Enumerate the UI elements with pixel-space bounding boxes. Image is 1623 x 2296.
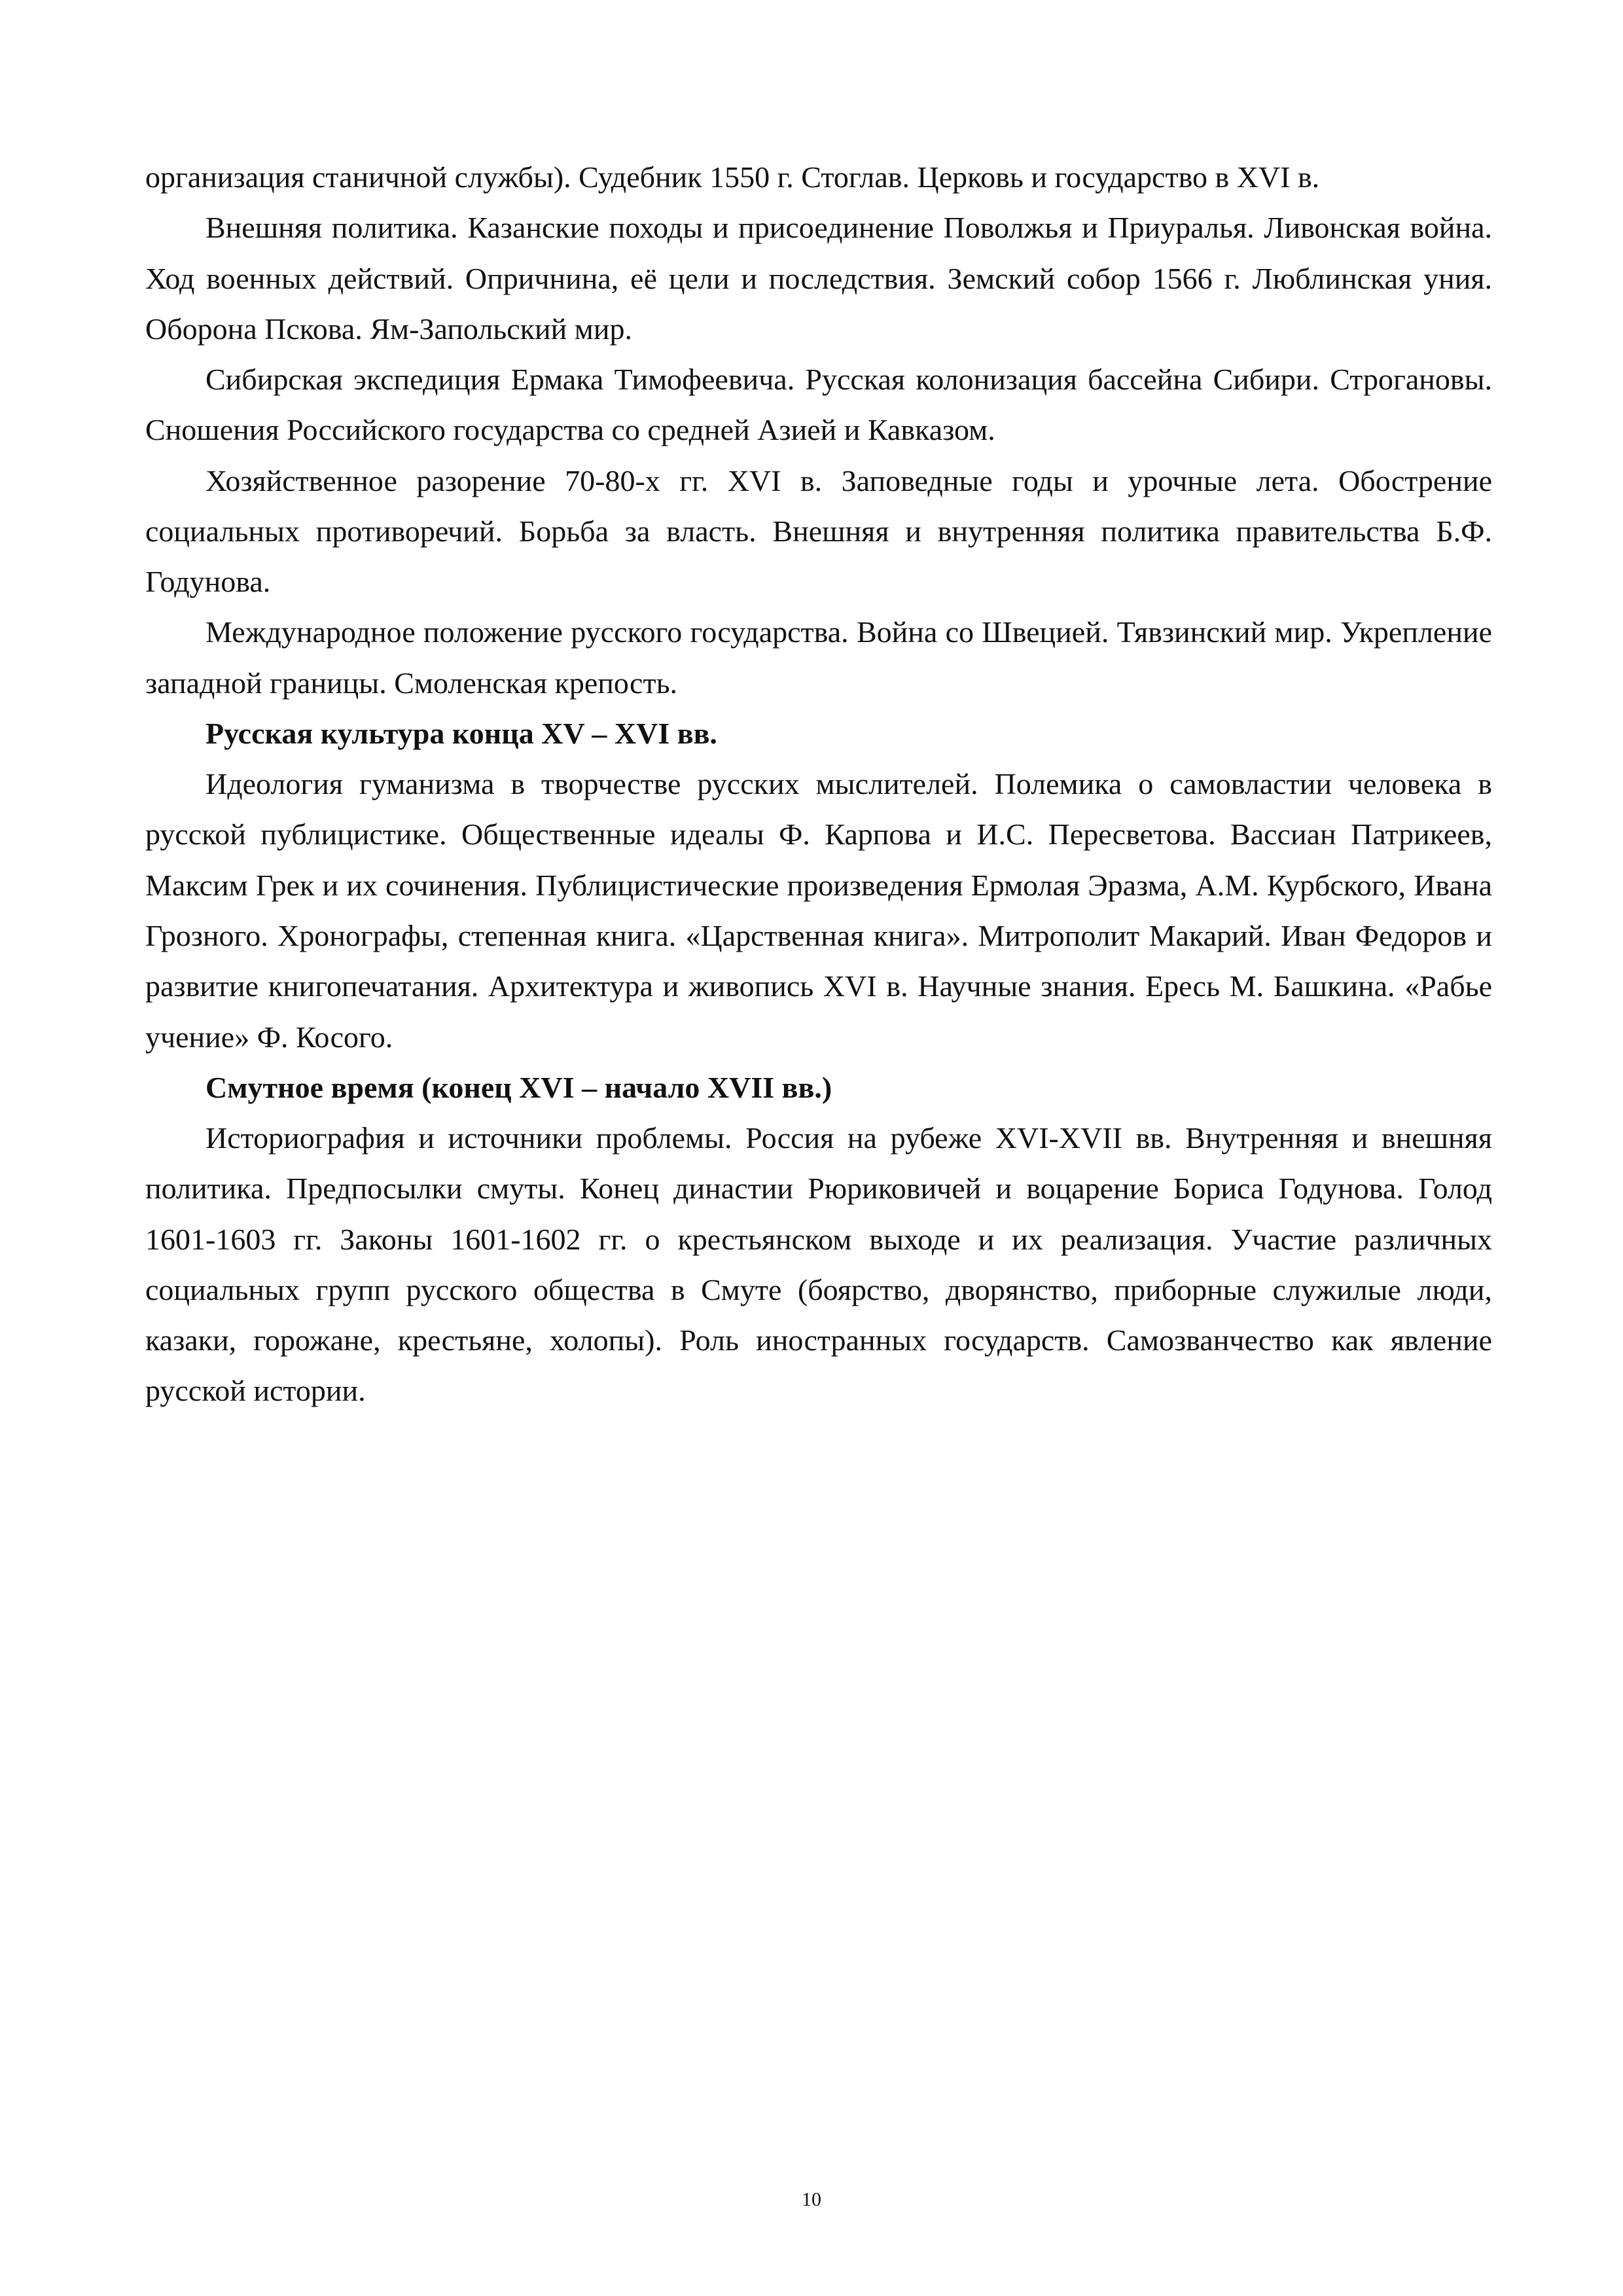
section-heading: Смутное время (конец XVI – начало XVII вв.) bbox=[205, 1070, 832, 1104]
paragraph: Международное положение русского государства. Война со Швецией. Тявзинский мир. Укрепление западной границы. Смоленская крепость. bbox=[145, 615, 1492, 700]
paragraph: организация станичной службы). Судебник 1550 г. Стоглав. Церковь и государство в XVI в. bbox=[145, 160, 1320, 194]
paragraph: Хозяйственное разорение 70-80-х гг. XVI в. Заповедные годы и урочные лета. Обострение социальных противоречий. Борьба за власть. Внешняя и внутренняя политика правительства Б.Ф. Годунова. bbox=[145, 463, 1492, 599]
paragraph: Историография и источники проблемы. Россия на рубеже XVI-XVII вв. Внутренняя и внешняя политика. Предпосылки смуты. Конец династии Рюриковичей и воцарение Бориса Годунова. Голод 1601-1603 гг. Законы 1601-1602 гг. о крестьянском выходе и их реализация. Участие различных социальных групп русского общества в Смуте (боярство, дворянство, приборные служилые люди, казаки, горожане, крестьяне, холопы). Роль иностранных государств. Самозванчество как явление русской истории. bbox=[145, 1121, 1492, 1408]
paragraph: Идеология гуманизма в творчестве русских мыслителей. Полемика о самовластии человека в русской публицистике. Общественные идеалы Ф. Карпова и И.С. Пересветова. Вассиан Патрикеев, Максим Грек и их сочинения. Публицистические произведения Ермолая Эразма, А.М. Курбского, Ивана Грозного. Хронографы, степенная книга. «Царственная книга». Митрополит Макарий. Иван Федоров и развитие книгопечатания. Архитектура и живопись XVI в. Научные знания. Ересь М. Башкина. «Рабье учение» Ф. Косого. bbox=[145, 767, 1492, 1054]
page-body bbox=[145, 152, 1492, 1416]
section-heading: Русская культура конца XV – XVI вв. bbox=[205, 716, 717, 750]
paragraph: Сибирская экспедиция Ермака Тимофеевича. Русская колонизация бассейна Сибири. Строгановы. Сношения Российского государства со средней Азией и Кавказом. bbox=[145, 363, 1492, 447]
page-number: 10 bbox=[802, 2189, 821, 2210]
paragraph: Внешняя политика. Казанские походы и присоединение Поволжья и Приуралья. Ливонская война. Ход военных действий. Опричнина, её цели и последствия. Земский собор 1566 г. Люблинская уния. Оборона Пскова. Ям-Запольский мир. bbox=[145, 211, 1492, 346]
